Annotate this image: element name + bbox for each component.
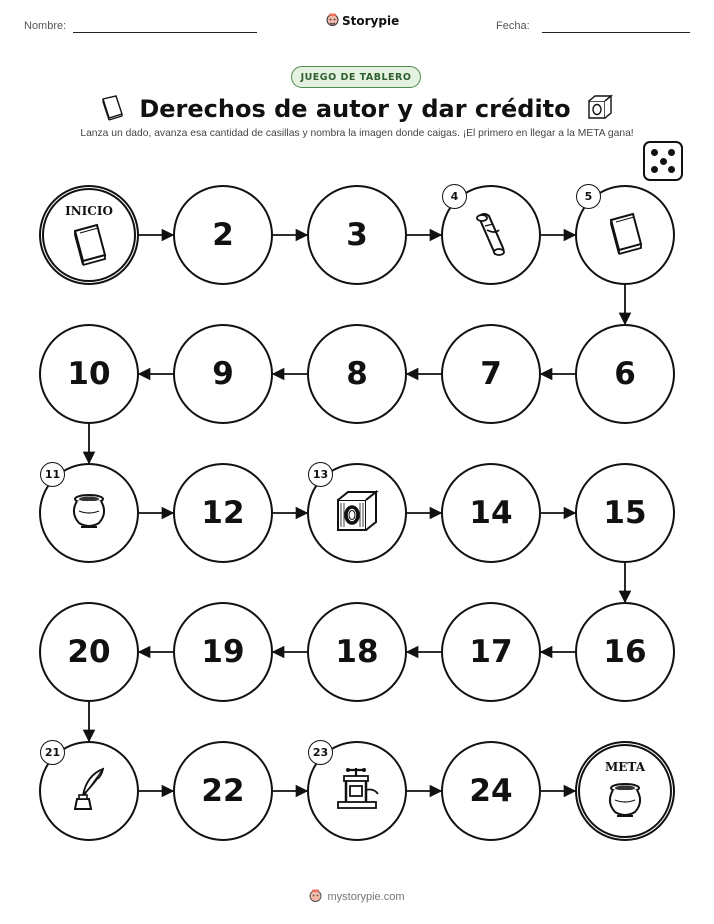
- space-number: 15: [603, 495, 647, 531]
- number-space: [39, 324, 139, 424]
- page-title: Derechos de autor y dar crédito: [139, 95, 571, 123]
- image-space: [441, 185, 541, 285]
- start-label: INICIO: [65, 204, 113, 218]
- space-number: 10: [67, 356, 111, 392]
- image-space: [307, 463, 407, 563]
- storypie-mascot-icon: [309, 889, 322, 904]
- finish-label: META: [604, 760, 645, 774]
- space-number: 6: [614, 356, 636, 392]
- space-number-badge: 13: [308, 462, 333, 487]
- space-number: 20: [67, 634, 111, 670]
- space-number: 7: [480, 356, 502, 392]
- number-space: [173, 741, 273, 841]
- number-space: [39, 602, 139, 702]
- quill-inkwell-icon: [67, 765, 111, 817]
- space-number: 12: [201, 495, 245, 531]
- image-space: [575, 185, 675, 285]
- pot-icon: [603, 805, 647, 824]
- book-icon: [603, 210, 647, 260]
- letter-block-icon: [332, 486, 382, 540]
- game-type-badge: JUEGO DE TABLERO: [291, 66, 421, 88]
- image-space: [307, 741, 407, 841]
- space-number: 8: [346, 356, 368, 392]
- footer-url: mystorypie.com: [327, 890, 405, 903]
- printing-press-icon: [332, 764, 382, 818]
- space-number: 22: [201, 773, 245, 809]
- date-label: Fecha:: [496, 20, 530, 32]
- start-space: [39, 185, 139, 285]
- brand-name: Storypie: [342, 13, 400, 28]
- number-space: [575, 463, 675, 563]
- number-space: [441, 463, 541, 563]
- space-number: 3: [346, 217, 368, 253]
- number-space: [575, 324, 675, 424]
- space-number: 9: [212, 356, 234, 392]
- number-space: [173, 602, 273, 702]
- image-space: [39, 741, 139, 841]
- number-space: [307, 185, 407, 285]
- footer: [0, 889, 714, 904]
- number-space: [307, 602, 407, 702]
- space-number-badge: 5: [576, 184, 601, 209]
- space-number: 19: [201, 634, 245, 670]
- space-number: 17: [469, 634, 513, 670]
- pot-icon: [67, 491, 111, 535]
- space-number: 24: [469, 773, 513, 809]
- number-space: [307, 324, 407, 424]
- number-space: [441, 324, 541, 424]
- number-space: [173, 185, 273, 285]
- space-number-badge: 21: [40, 740, 65, 765]
- number-space: [173, 324, 273, 424]
- number-space: [575, 602, 675, 702]
- space-number-badge: 11: [40, 462, 65, 487]
- space-number-badge: 23: [308, 740, 333, 765]
- number-space: [441, 602, 541, 702]
- number-space: [441, 741, 541, 841]
- scroll-icon: [469, 208, 513, 262]
- name-label: Nombre:: [24, 20, 67, 32]
- space-number: 14: [469, 495, 513, 531]
- space-number-badge: 4: [442, 184, 467, 209]
- book-icon: [67, 252, 111, 271]
- image-space: [39, 463, 139, 563]
- space-number: 18: [335, 634, 379, 670]
- number-space: [173, 463, 273, 563]
- finish-space: [575, 741, 675, 841]
- space-number: 16: [603, 634, 647, 670]
- instructions: Lanza un dado, avanza esa cantidad de casillas y nombra la imagen donde caigas. ¡El primero en llegar a la META gana!: [80, 128, 634, 139]
- space-number: 2: [212, 217, 234, 253]
